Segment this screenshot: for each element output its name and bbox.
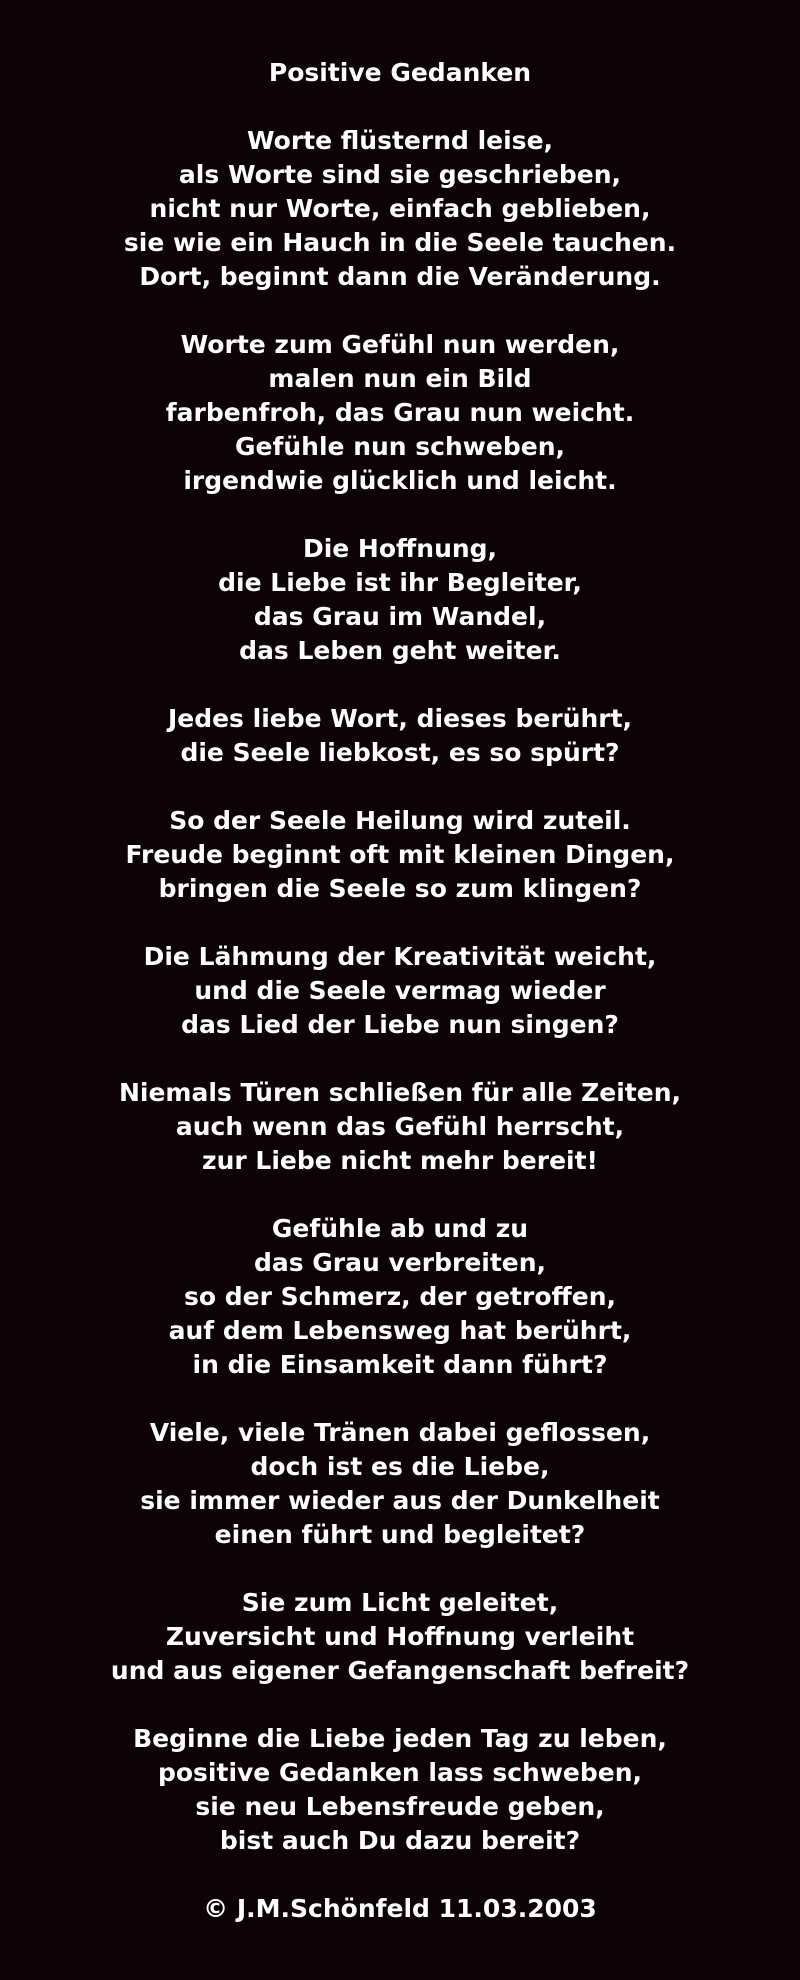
poem-line: als Worte sind sie geschrieben, [178,160,622,189]
poem-line: zur Liebe nicht mehr bereit! [202,1146,598,1175]
poem-stanza [0,532,800,668]
poem-line: nicht nur Worte, einfach geblieben, [149,194,651,223]
poem-line: sie wie ein Hauch in die Seele tauchen. [123,228,677,257]
poem-line: irgendwie glücklich und leicht. [183,466,617,495]
poem-line: die Seele liebkost, es so spürt? [180,738,620,767]
poem-line: Gefühle nun schweben, [235,432,565,461]
poem-line: farbenfroh, das Grau nun weicht. [165,398,635,427]
poem-line: das Grau verbreiten, [253,1248,547,1277]
poem-stanza [0,804,800,906]
copyright-line: © J.M.Schönfeld 11.03.2003 [203,1894,597,1923]
poem-line: sie immer wieder aus der Dunkelheit [140,1486,660,1515]
poem-line: malen nun ein Bild [268,364,532,393]
poem-line: bist auch Du dazu bereit? [219,1826,581,1855]
poem-line: Niemals Türen schließen für alle Zeiten, [118,1078,682,1107]
poem-line: sie neu Lebensfreude geben, [195,1792,605,1821]
poem-line: Sie zum Licht geleitet, [241,1588,559,1617]
poem-line: Dort, beginnt dann die Veränderung. [139,262,661,291]
poem-line: positive Gedanken lass schweben, [157,1758,643,1787]
poem-line: und die Seele vermag wieder [194,976,606,1005]
poem-line: doch ist es die Liebe, [250,1452,550,1481]
poem-title: Positive Gedanken [268,58,532,87]
poem-line: einen führt und begleitet? [214,1520,586,1549]
poem-line: Worte flüsternd leise, [246,126,554,155]
poem-line: und aus eigener Gefangenschaft befreit? [110,1656,690,1685]
poem-line: in die Einsamkeit dann führt? [192,1350,608,1379]
poem-line: Worte zum Gefühl nun werden, [180,330,620,359]
poem-line: Die Hoffnung, [302,534,498,563]
poem-line: Beginne die Liebe jeden Tag zu leben, [133,1724,667,1753]
poem-stanza [0,1076,800,1178]
poem-line: auch wenn das Gefühl herrscht, [175,1112,625,1141]
poem-line: das Leben geht weiter. [239,636,561,665]
poem-body [0,124,800,1858]
poem-line: auf dem Lebensweg hat berührt, [168,1316,632,1345]
poem-line: So der Seele Heilung wird zuteil. [169,806,631,835]
poem-stanza [0,328,800,498]
poem-line: Die Lähmung der Kreativität weicht, [143,942,657,971]
poem-stanza [0,1586,800,1688]
poem-line: Gefühle ab und zu [271,1214,529,1243]
poem-stanza [0,1722,800,1858]
poem-line: bringen die Seele so zum klingen? [158,874,642,903]
poem-stanza [0,940,800,1042]
poem-line: Freude beginnt oft mit kleinen Dingen, [125,840,675,869]
poem-line: so der Schmerz, der getroffen, [183,1282,617,1311]
poem-line: die Liebe ist ihr Begleiter, [218,568,582,597]
poem-stanza [0,1212,800,1382]
poem-stanza [0,124,800,294]
poem-line: das Lied der Liebe nun singen? [181,1010,619,1039]
poem-stanza [0,702,800,770]
poem-line: Zuversicht und Hoffnung verleiht [165,1622,635,1651]
poem-line: das Grau im Wandel, [253,602,547,631]
poem-line: Jedes liebe Wort, dieses berührt, [167,704,633,733]
poem-line: Viele, viele Tränen dabei geflossen, [149,1418,651,1447]
poem-stanza [0,1416,800,1552]
